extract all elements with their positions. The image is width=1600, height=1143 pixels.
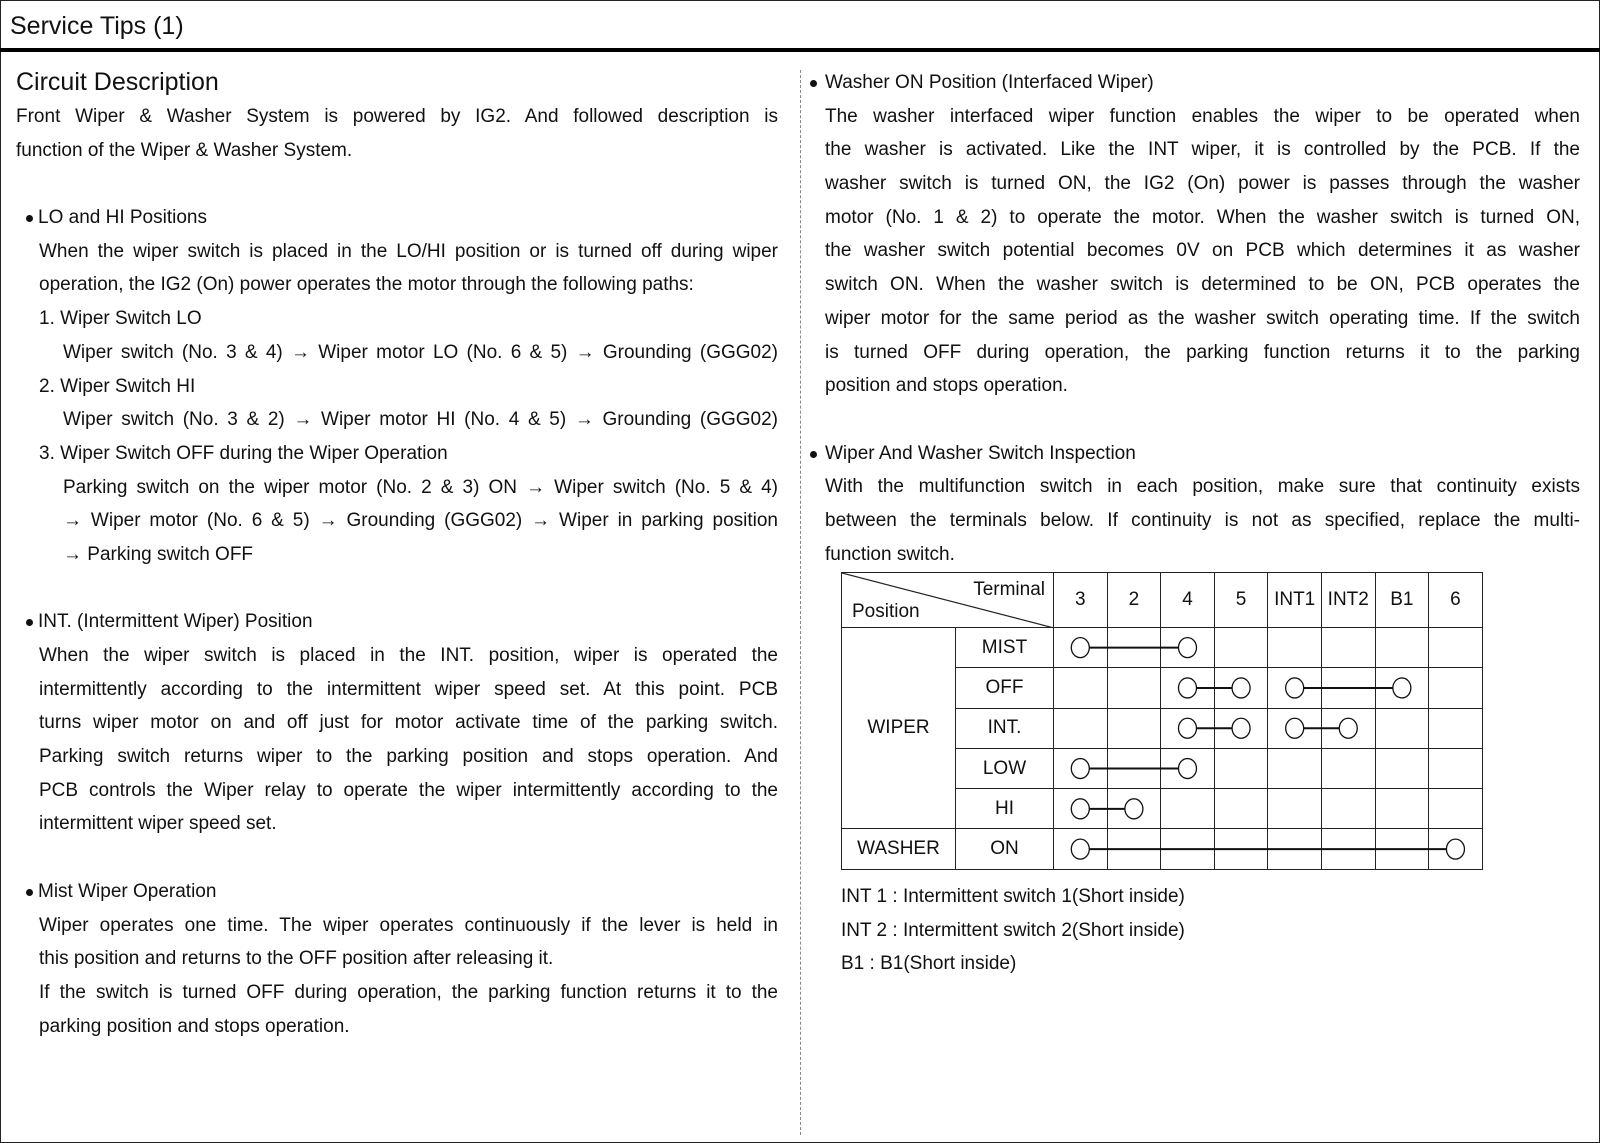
terminal-cell bbox=[1375, 789, 1429, 829]
terminal-cell bbox=[1268, 829, 1322, 869]
body-line: With the multifunction switch in each position, make sure that continuity exists bbox=[825, 476, 1580, 498]
terminal-cell bbox=[1268, 668, 1322, 708]
table-notes bbox=[841, 880, 1185, 981]
note: INT 1 : Intermittent switch 1(Short inside) bbox=[841, 886, 1185, 907]
terminal-cell bbox=[1161, 628, 1215, 668]
terminal-cell bbox=[1429, 628, 1483, 668]
terminal-cell bbox=[1107, 789, 1161, 829]
bullet-title: LO and HI Positions bbox=[16, 201, 778, 235]
terminal-cell bbox=[1161, 708, 1215, 748]
bullet-title: INT. (Intermittent Wiper) Position bbox=[16, 605, 778, 639]
intro-line: function of the Wiper & Washer System. bbox=[16, 139, 353, 161]
continuity-table bbox=[841, 572, 1483, 870]
position-cell: LOW bbox=[956, 748, 1054, 788]
terminal-header-cell: INT1 bbox=[1268, 573, 1322, 628]
terminal-cell bbox=[1321, 789, 1375, 829]
body-line: Wiper operates one time. The wiper operates continuously if the lever is held in bbox=[39, 914, 778, 936]
body-line: parking position and stops operation. bbox=[39, 1015, 350, 1037]
body-line: PCB controls the Wiper relay to operate the wiper intermittently according to the bbox=[39, 779, 778, 801]
terminal-cell bbox=[1321, 628, 1375, 668]
item-path: Wiper switch (No. 3 & 2) → Wiper motor HI (No. 4 & 5) → Grounding (GGG02) bbox=[63, 409, 778, 431]
body-line: the washer switch potential becomes 0V on PCB which determines it as washer bbox=[825, 240, 1580, 262]
body-line: function switch. bbox=[825, 543, 955, 565]
position-cell: ON bbox=[956, 829, 1054, 869]
terminal-cell bbox=[1429, 789, 1483, 829]
body-line: the washer is activated. Like the INT wiper, it is controlled by the PCB. If the bbox=[825, 139, 1580, 161]
body-line: washer switch is turned ON, the IG2 (On) power is passes through the washer bbox=[825, 173, 1580, 195]
terminal-cell bbox=[1054, 789, 1108, 829]
bullet-title: Wiper And Washer Switch Inspection bbox=[810, 437, 1580, 471]
terminal-cell bbox=[1054, 748, 1108, 788]
item-path: → Parking switch OFF bbox=[63, 543, 254, 565]
terminal-cell bbox=[1429, 708, 1483, 748]
body-line: turns wiper motor on and off just for motor activate time of the parking switch. bbox=[39, 712, 778, 734]
terminal-cell bbox=[1321, 708, 1375, 748]
terminal-cell bbox=[1214, 829, 1268, 869]
terminal-cell bbox=[1268, 748, 1322, 788]
terminal-cell bbox=[1161, 789, 1215, 829]
column-divider bbox=[800, 70, 801, 1135]
right-column bbox=[825, 66, 1580, 571]
terminal-cell bbox=[1107, 628, 1161, 668]
terminal-cell bbox=[1429, 748, 1483, 788]
item-path: → Wiper motor (No. 6 & 5) → Grounding (GGG02) → Wiper in parking position bbox=[63, 510, 778, 532]
terminal-cell bbox=[1054, 708, 1108, 748]
body-line: If the switch is turned OFF during operation, the parking function returns it to the bbox=[39, 981, 778, 1003]
terminal-header-cell: INT2 bbox=[1321, 573, 1375, 628]
terminal-cell bbox=[1107, 748, 1161, 788]
terminal-cell bbox=[1429, 829, 1483, 869]
terminal-cell bbox=[1214, 668, 1268, 708]
terminal-cell bbox=[1054, 668, 1108, 708]
body-line: When the wiper switch is placed in the INT. position, wiper is operated the bbox=[39, 645, 778, 666]
note: INT 2 : Intermittent switch 2(Short inside) bbox=[841, 919, 1185, 941]
item-label: 1. Wiper Switch LO bbox=[39, 308, 202, 330]
terminal-cell bbox=[1375, 829, 1429, 869]
terminal-cell bbox=[1321, 829, 1375, 869]
terminal-header-cell: 5 bbox=[1214, 573, 1268, 628]
terminal-cell bbox=[1107, 708, 1161, 748]
table-row bbox=[842, 829, 1483, 869]
terminal-cell bbox=[1107, 668, 1161, 708]
body-line: When the wiper switch is placed in the LO/HI position or is turned off during wiper bbox=[39, 240, 778, 262]
terminal-cell bbox=[1054, 829, 1108, 869]
terminal-cell bbox=[1321, 748, 1375, 788]
bullet-title: Washer ON Position (Interfaced Wiper) bbox=[810, 66, 1580, 100]
terminal-cell bbox=[1214, 789, 1268, 829]
terminal-cell bbox=[1107, 829, 1161, 869]
position-header: Position bbox=[852, 601, 920, 622]
terminal-cell bbox=[1375, 708, 1429, 748]
terminal-cell bbox=[1161, 829, 1215, 869]
terminal-header-cell: 4 bbox=[1161, 573, 1215, 628]
table-row bbox=[842, 628, 1483, 668]
position-cell: MIST bbox=[956, 628, 1054, 668]
terminal-cell bbox=[1161, 668, 1215, 708]
body-line: this position and returns to the OFF position after releasing it. bbox=[39, 948, 554, 970]
body-line: Parking switch returns wiper to the parking position and stops operation. And bbox=[39, 746, 778, 768]
item-path: Wiper switch (No. 3 & 4) → Wiper motor LO (No. 6 & 5) → Grounding (GGG02) bbox=[63, 341, 778, 363]
body-line: switch ON. When the washer switch is determined to be ON, PCB operates the bbox=[825, 274, 1580, 296]
terminal-cell bbox=[1268, 708, 1322, 748]
body-line: motor (No. 1 & 2) to operate the motor. When the washer switch is turned ON, bbox=[825, 206, 1580, 228]
position-cell: INT. bbox=[956, 708, 1054, 748]
section-heading: Circuit Description bbox=[16, 68, 219, 96]
item-path: Parking switch on the wiper motor (No. 2 & 3) ON → Wiper switch (No. 5 & 4) bbox=[63, 476, 778, 498]
terminal-header-cell: 2 bbox=[1107, 573, 1161, 628]
body-line: The washer interfaced wiper function enables the wiper to be operated when bbox=[825, 105, 1580, 127]
body-line: intermittent wiper speed set. bbox=[39, 813, 277, 835]
terminal-cell bbox=[1214, 708, 1268, 748]
terminal-cell bbox=[1268, 628, 1322, 668]
terminal-cell bbox=[1268, 789, 1322, 829]
body-line: operation, the IG2 (On) power operates the motor through the following paths: bbox=[39, 274, 694, 296]
body-line: wiper motor for the same period as the washer switch operating time. If the switch bbox=[825, 307, 1580, 329]
terminal-cell bbox=[1214, 748, 1268, 788]
terminal-cell bbox=[1375, 628, 1429, 668]
note: B1 : B1(Short inside) bbox=[841, 953, 1017, 975]
body-line: position and stops operation. bbox=[825, 375, 1068, 397]
terminal-header-cell: B1 bbox=[1375, 573, 1429, 628]
terminal-header-cell: 6 bbox=[1429, 573, 1483, 628]
group-cell: WASHER bbox=[842, 829, 956, 869]
table-corner-header bbox=[842, 573, 1054, 628]
body-line: between the terminals below. If continuity is not as specified, replace the multi- bbox=[825, 509, 1580, 531]
left-column bbox=[16, 64, 778, 1043]
terminal-cell bbox=[1321, 668, 1375, 708]
item-label: 3. Wiper Switch OFF during the Wiper Operation bbox=[39, 442, 448, 464]
group-cell: WIPER bbox=[842, 628, 956, 829]
page-title: Service Tips (1) bbox=[0, 0, 1600, 52]
intro-line: Front Wiper & Washer System is powered by IG2. And followed description is bbox=[16, 106, 778, 127]
terminal-cell bbox=[1429, 668, 1483, 708]
bullet-title: Mist Wiper Operation bbox=[16, 875, 778, 909]
position-cell: OFF bbox=[956, 668, 1054, 708]
body-line: is turned OFF during operation, the parking function returns it to the parking bbox=[825, 341, 1580, 363]
terminal-cell bbox=[1054, 628, 1108, 668]
terminal-cell bbox=[1375, 748, 1429, 788]
item-label: 2. Wiper Switch HI bbox=[39, 375, 196, 397]
terminal-cell bbox=[1214, 628, 1268, 668]
terminal-cell bbox=[1161, 748, 1215, 788]
body-line: intermittently according to the intermittent wiper speed set. At this point. PCB bbox=[39, 678, 778, 700]
terminal-cell bbox=[1375, 668, 1429, 708]
terminal-header-cell: 3 bbox=[1054, 573, 1108, 628]
position-cell: HI bbox=[956, 789, 1054, 829]
terminal-header: Terminal bbox=[973, 579, 1045, 600]
